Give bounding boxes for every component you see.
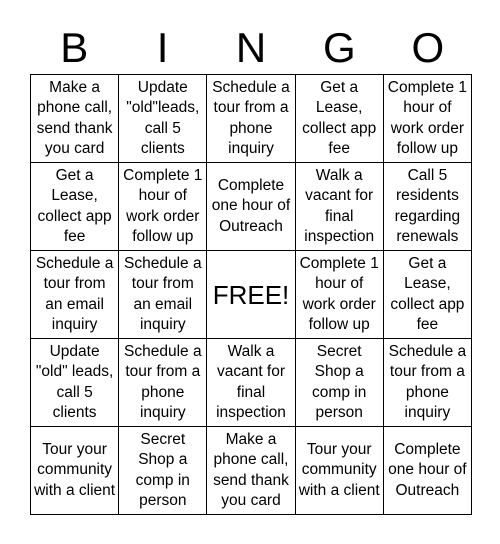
free-space-cell[interactable] [207,251,295,339]
bingo-cell[interactable] [384,251,472,339]
bingo-cell[interactable] [384,339,472,427]
header-letter-i: I [156,24,169,71]
cell-text: Secret Shop a comp in person [135,430,190,509]
bingo-cell[interactable] [31,339,119,427]
bingo-cell[interactable] [119,339,207,427]
cell-text: Complete one hour of Outreach [211,176,291,235]
bingo-cell[interactable] [384,163,472,251]
cell-text: Schedule a tour from an email inquiry [35,254,114,333]
cell-text: Make a phone call, send thank you card [36,78,113,157]
bingo-cell[interactable] [296,163,384,251]
cell-text: Schedule a tour from a phone inquiry [124,342,202,421]
bingo-cell[interactable] [119,75,207,163]
bingo-cell[interactable] [296,251,384,339]
cell-text: Call 5 residents regarding renewals [394,166,461,245]
cell-text: Walk a vacant for final inspection [304,166,375,245]
bingo-cell[interactable] [119,163,207,251]
header-letter-o: O [411,24,445,71]
bingo-cell[interactable] [296,427,384,515]
bingo-cell[interactable] [296,339,384,427]
cell-text: Walk a vacant for final inspection [216,342,286,421]
cell-text: Schedule a tour from an email inquiry [124,254,202,333]
cell-text: Schedule a tour from a phone inquiry [212,78,290,157]
header-letter-n: N [235,24,267,71]
cell-text: Get a Lease, collect app fee [302,78,377,157]
cell-text: Complete one hour of Outreach [388,440,467,499]
bingo-cell[interactable] [384,75,472,163]
cell-text: Tour your community with a client [298,440,380,499]
free-space-label: FREE! [212,279,290,310]
bingo-cell[interactable] [207,75,295,163]
bingo-cell[interactable] [31,251,119,339]
bingo-cell[interactable] [119,251,207,339]
bingo-cell[interactable] [31,75,119,163]
cell-text: Complete 1 hour of work order follow up [387,78,468,157]
cell-text: Update "old" leads, call 5 clients [35,342,114,421]
cell-text: Schedule a tour from a phone inquiry [388,342,467,421]
cell-text: Complete 1 hour of work order follow up [123,166,203,245]
bingo-cell[interactable] [31,427,119,515]
header-letter-g: G [323,24,356,71]
cell-text: Complete 1 hour of work order follow up [299,254,379,333]
bingo-header [30,22,472,74]
cell-text: Make a phone call, send thank you card [213,430,289,509]
bingo-grid [30,74,472,515]
bingo-cell[interactable] [207,427,295,515]
bingo-cell[interactable] [384,427,472,515]
bingo-cell[interactable] [296,75,384,163]
cell-text: Get a Lease, collect app fee [37,166,112,245]
cell-text: Get a Lease, collect app fee [390,254,465,333]
bingo-cell[interactable] [207,339,295,427]
bingo-cell[interactable] [119,427,207,515]
bingo-cell[interactable] [207,163,295,251]
header-letter-b: B [60,24,89,71]
bingo-cell[interactable] [31,163,119,251]
cell-text: Secret Shop a comp in person [312,342,367,421]
cell-text: Update "old"leads, call 5 clients [126,78,200,157]
cell-text: Tour your community with a client [34,440,116,499]
